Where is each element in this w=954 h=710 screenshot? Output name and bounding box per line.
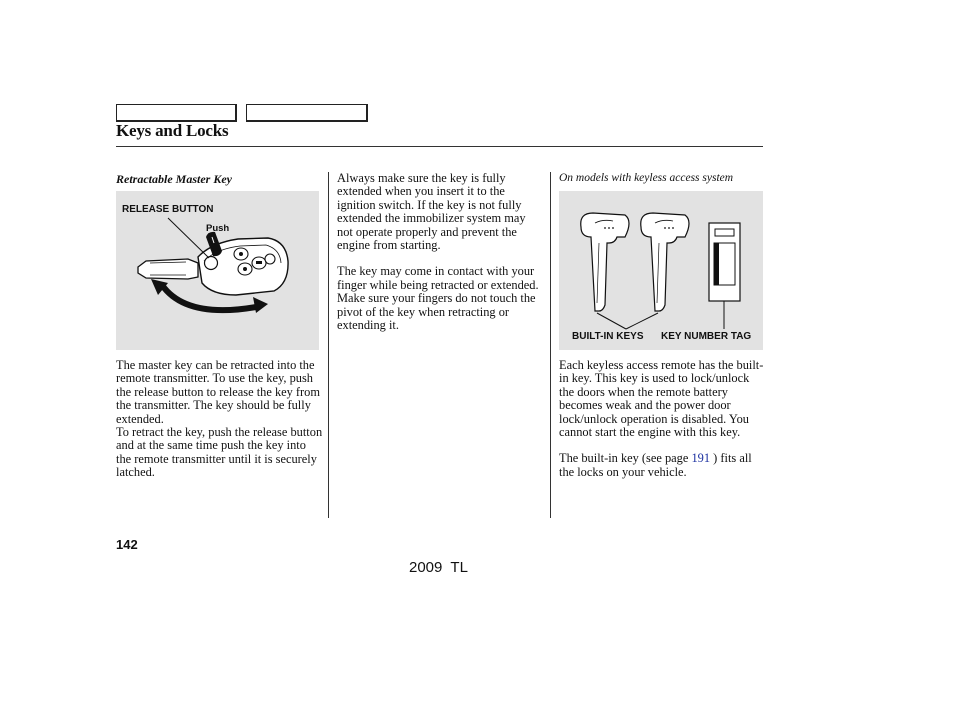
master-key-figure: [116, 191, 319, 350]
col3-paragraph-2: [559, 452, 765, 479]
col2-text: [337, 172, 544, 332]
model-note: On models with keyless access system: [559, 172, 734, 184]
header-tab-box-2: [246, 104, 368, 122]
release-button-label: RELEASE BUTTON: [122, 204, 214, 215]
column-divider-2: [550, 172, 551, 518]
page-ref-prefix: The built-in key (see page: [559, 451, 692, 466]
page-reference-link[interactable]: 191: [691, 451, 711, 466]
page-number: 142: [116, 537, 138, 552]
built-in-keys-label: BUILT-IN KEYS: [572, 331, 644, 342]
page-title: Keys and Locks: [116, 121, 229, 140]
builtin-keys-figure: [559, 191, 763, 350]
footer-model: 2009 TL: [409, 559, 468, 576]
push-label: Push: [206, 223, 230, 234]
page-ref-suffix: ) fits all the locks on your vehicle.: [559, 451, 752, 479]
section-subheading: Retractable Master Key: [116, 172, 232, 186]
column-divider-1: [328, 172, 329, 518]
col2-paragraph-1: Always make sure the key is fully extended when you insert it to the ignition switch. If the key is not fully extended the immobilizer system may not operate properly and prevent the engine from starting.: [337, 171, 526, 253]
builtin-keys-illustration: [559, 191, 763, 350]
col3-paragraph-1: Each keyless access remote has the built-in key. This key is used to lock/unlock the doors when the remote battery becomes weak and the power door lock/unlock operation is disabled. You cannot start the engine with this key.: [559, 358, 764, 440]
col1-paragraph-1: The master key can be retracted into the remote transmitter. To use the key, push the release button to release the key from the transmitter. The key should be fully extended.: [116, 358, 321, 426]
key-number-tag-label: KEY NUMBER TAG: [661, 331, 752, 342]
col2-paragraph-2: The key may come in contact with your finger while being retracted or extended. Make sure your fingers do not touch the pivot of the key when retracting or extending it.: [337, 264, 539, 333]
title-rule: [116, 146, 763, 147]
col1-paragraph-2: To retract the key, push the release button and at the same time push the key into the remote transmitter until it is securely latched.: [116, 425, 323, 480]
col1-text: [116, 359, 324, 480]
header-tab-box-1: [116, 104, 237, 122]
col3-text: [559, 359, 765, 479]
